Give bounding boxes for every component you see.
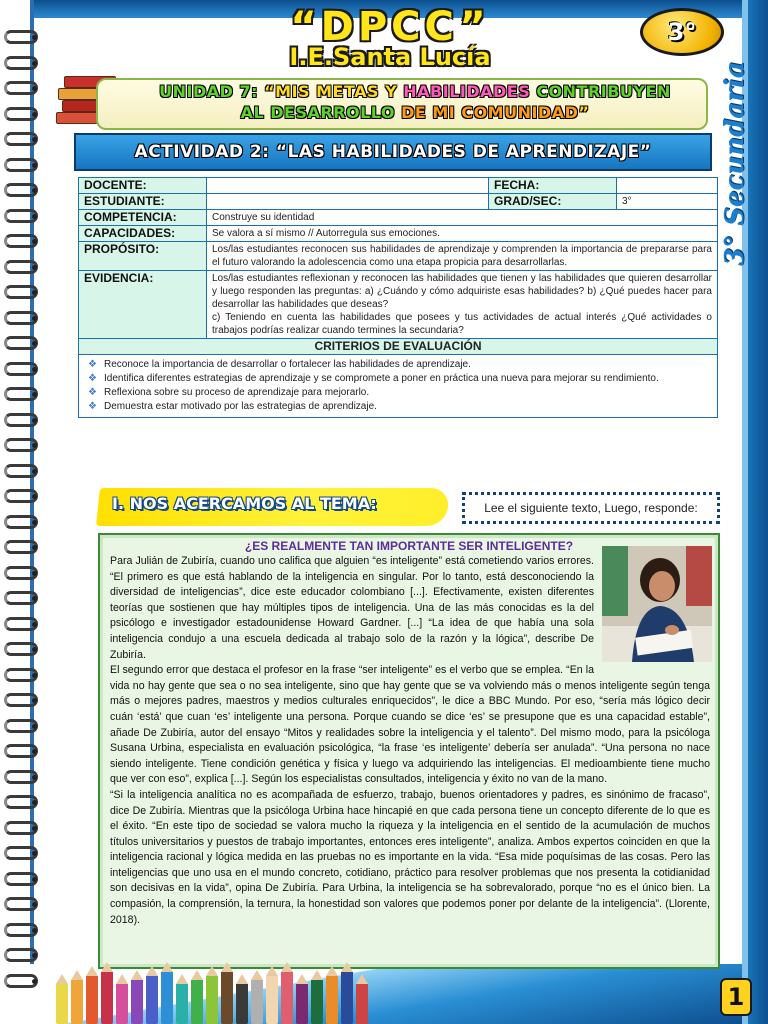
pencil bbox=[116, 984, 128, 1024]
fecha-label: FECHA: bbox=[489, 178, 617, 194]
reading-title: ¿ES REALMENTE TAN IMPORTANTE SER INTELIGENTE? bbox=[244, 539, 574, 553]
unit-title-segment: ” bbox=[578, 103, 590, 122]
reading-paragraph: “Si la inteligencia analítica no es acompañada de esfuerzo, trabajo, buenos orientadores y padres, es sinónimo de fracaso”, dice De Zubiría. Mientras que la psicóloga Urbina hace hincapié en que cada persona tiene un concepto diferente de lo que es el éxito. “En este tipo de sociedad se valora mucho la riqueza y la inteligencia en el sentido de la acumulación de muchos títulos universitarios y puestos de trabajo importantes, entonces eres inteligente”, analiza. Ambos expertos coinciden en que la inteligencia racional y lógica medida en las pruebas no es importante en la vida. “Esa mide poquísimas de las cosas. Pero las inteligencias que uno usa en el mundo concreto, cotidiano, práctico para resolver problemas que nos presenta la cotidianidad son decisivas en la vida”, opina De Zubiría. Para Urbina, la inteligencia se ha sobrevalorado, porque “no es el único bien. La compasión, la comprensión, la ternura, la honestidad son valores que podemos poner por delante de la inteligencia”. (Llorente, 2018). bbox=[110, 788, 710, 926]
table-row bbox=[79, 178, 718, 194]
docente-field[interactable] bbox=[207, 178, 489, 194]
vertical-grade-text: 3° Secundaria bbox=[720, 61, 750, 266]
main-title: “DPCC” bbox=[290, 4, 490, 50]
spiral-ring bbox=[4, 897, 38, 911]
table-row bbox=[79, 355, 718, 418]
spiral-ring bbox=[4, 795, 38, 809]
estudiante-field[interactable] bbox=[207, 194, 489, 210]
page-number: 1 bbox=[720, 978, 752, 1016]
spiral-ring bbox=[4, 617, 38, 631]
spiral-ring bbox=[4, 540, 38, 554]
activity-bar bbox=[74, 133, 712, 171]
table-row bbox=[79, 242, 718, 271]
criterios-list bbox=[84, 356, 712, 416]
spiral-ring bbox=[4, 948, 38, 962]
pencil bbox=[56, 984, 68, 1024]
spiral-ring bbox=[4, 107, 38, 121]
spiral-ring bbox=[4, 719, 38, 733]
spiral-ring bbox=[4, 413, 38, 427]
pencil bbox=[326, 976, 338, 1024]
spiral-ring bbox=[4, 56, 38, 70]
grado-field[interactable]: 3° bbox=[617, 194, 718, 210]
spiral-ring bbox=[4, 642, 38, 656]
proposito-label: PROPÓSITO: bbox=[79, 242, 207, 271]
spiral-ring bbox=[4, 923, 38, 937]
pencil bbox=[251, 980, 263, 1024]
pencil bbox=[266, 976, 278, 1024]
criterio-item: ❖ Identifica diferentes estrategias de aprendizaje y se compromete a poner en práctica una nueva para mejorar su rendimiento. bbox=[88, 372, 708, 386]
pencil bbox=[146, 976, 158, 1024]
docente-label: DOCENTE: bbox=[79, 178, 207, 194]
evidencia-label: EVIDENCIA: bbox=[79, 271, 207, 339]
pencil bbox=[221, 972, 233, 1024]
spiral-ring bbox=[4, 846, 38, 860]
spiral-ring bbox=[4, 821, 38, 835]
spiral-ring bbox=[4, 183, 38, 197]
criterio-item: ❖ Demuestra estar motivado por las estrategias de aprendizaje. bbox=[88, 400, 708, 414]
spiral-ring bbox=[4, 744, 38, 758]
pencil bbox=[356, 984, 368, 1024]
spiral-ring bbox=[4, 311, 38, 325]
table-row bbox=[79, 226, 718, 242]
spiral-ring bbox=[4, 234, 38, 248]
unit-title-segment: HABILIDADES bbox=[403, 82, 537, 101]
spiral-ring bbox=[4, 30, 38, 44]
reading-body bbox=[110, 554, 710, 928]
spiral-ring bbox=[4, 362, 38, 376]
pencil bbox=[101, 972, 113, 1024]
activity-title: ACTIVIDAD 2: “LAS HABILIDADES DE APRENDIZAJE” bbox=[134, 142, 652, 162]
info-table bbox=[78, 177, 718, 418]
spiral-ring bbox=[4, 158, 38, 172]
pencil bbox=[206, 976, 218, 1024]
spiral-ring bbox=[4, 209, 38, 223]
unit-title-segment: CONTRIBUYEN bbox=[536, 82, 671, 101]
spiral-ring bbox=[4, 770, 38, 784]
spiral-ring bbox=[4, 336, 38, 350]
spiral-ring bbox=[4, 464, 38, 478]
spiral-ring bbox=[4, 693, 38, 707]
spiral-ring bbox=[4, 974, 38, 988]
spiral-ring bbox=[4, 260, 38, 274]
criterios-cell bbox=[79, 355, 718, 418]
spiral-ring bbox=[4, 438, 38, 452]
spiral-ring bbox=[4, 668, 38, 682]
unit-title-segment: DE MI COMUNIDAD bbox=[401, 103, 579, 122]
proposito-value: Los/las estudiantes reconocen sus habilidades de aprendizaje y comprenden la importancia de prepararse para el futuro valorando la adolescencia como una etapa propicia para desarrollarlas. bbox=[207, 242, 718, 271]
pencil bbox=[191, 980, 203, 1024]
pencil bbox=[161, 972, 173, 1024]
evidencia-value bbox=[207, 271, 718, 339]
grade-badge: 3° bbox=[640, 8, 724, 56]
grado-label: GRAD/SEC: bbox=[489, 194, 617, 210]
section-title: I. NOS ACERCAMOS AL TEMA: bbox=[112, 494, 377, 513]
capacidades-label: CAPACIDADES: bbox=[79, 226, 207, 242]
fecha-field[interactable] bbox=[617, 178, 718, 194]
spiral-ring bbox=[4, 591, 38, 605]
pencil bbox=[311, 980, 323, 1024]
spiral-ring bbox=[4, 285, 38, 299]
criterio-item: ❖ Reconoce la importancia de desarrollar o fortalecer las habilidades de aprendizaje. bbox=[88, 358, 708, 372]
pencil bbox=[71, 980, 83, 1024]
pencil bbox=[236, 984, 248, 1024]
spiral-ring bbox=[4, 489, 38, 503]
table-row bbox=[79, 271, 718, 339]
unit-title-segment: “MIS METAS Y bbox=[264, 82, 404, 101]
table-row bbox=[79, 210, 718, 226]
estudiante-label: ESTUDIANTE: bbox=[79, 194, 207, 210]
criterio-item: ❖ Reflexiona sobre su proceso de aprendizaje para mejorarlo. bbox=[88, 386, 708, 400]
evidencia-text-2: c) Teniendo en cuenta las habilidades que posees y tus actividades de actual interés ¿Qué actividades o trabajos podrías realizar cuando termines la secundaria? bbox=[212, 312, 712, 336]
spiral-ring bbox=[4, 566, 38, 580]
unit-title-segment: AL DESARROLLO bbox=[240, 103, 402, 122]
pencil bbox=[281, 972, 293, 1024]
photo-space bbox=[594, 554, 710, 666]
pencil bbox=[341, 972, 353, 1024]
spiral-ring bbox=[4, 132, 38, 146]
school-name: I.E.Santa Lucía bbox=[289, 43, 491, 71]
competencia-value: Construye su identidad bbox=[207, 210, 718, 226]
vertical-grade-label bbox=[714, 61, 760, 268]
pencil bbox=[86, 976, 98, 1024]
pencil bbox=[296, 984, 308, 1024]
unit-title-segment: UNIDAD 7: bbox=[159, 82, 265, 101]
criterios-title: CRITERIOS DE EVALUACIÓN bbox=[79, 339, 718, 355]
reading-paragraph: Para Julián de Zubiría, cuando uno califica que alguien “es inteligente” está cometiendo varios errores. “El primero es que está hablando de la inteligencia en singular. Por lo tanto, está desconociendo la diversidad de inteligencias”, dice este educador colombiano [...]. Efectivamente, existen diferentes teorías que sostienen que hay múltiples tipos de inteligencia. Una de las más conocidas es la del psicólogo e investigador estadounidense Howard Gardner. [...] “La idea de que había una sola inteligencia condujo a una escuela dedicada al trabajo solo de la razón y la lógica”, describe De Zubiría. bbox=[110, 555, 594, 661]
table-row bbox=[79, 339, 718, 355]
pencil bbox=[176, 984, 188, 1024]
table-row bbox=[79, 194, 718, 210]
competencia-label: COMPETENCIA: bbox=[79, 210, 207, 226]
spiral-ring bbox=[4, 872, 38, 886]
evidencia-text-1: Los/las estudiantes reflexionan y reconocen las habilidades que tienen y las habilidades que quieren desarrollar y luego responden las preguntas: a) ¿Cuándo y cómo adquiriste esas habilidades? b) ¿Qué puedes hacer para desarrollar las habilidades que deseas? bbox=[212, 273, 712, 310]
unit-title-line-2 bbox=[130, 103, 700, 123]
unit-title-line-1 bbox=[130, 82, 700, 102]
spiral-binding bbox=[0, 30, 40, 990]
capacidades-value: Se valora a sí mismo // Autorregula sus emociones. bbox=[207, 226, 718, 242]
spiral-ring bbox=[4, 515, 38, 529]
reading-paragraph: El segundo error que destaca el profesor en la frase “ser inteligente” es el verbo que se emplea. “En la vida no hay gente que sea o no sea inteligente, sino que hay gente que se va volviendo más o menos inteligente según tenga más o mejores padres, maestros y medios culturales enriquecidos”, le dice a BBC Mundo. Por eso, “sería más lógico decir cuán ‘está’ que cuan ‘es’ inteligente una persona. Porque cuando se dice ‘es’ se presupone que es una capacidad estable”, añade De Zubiría, autor del ensayo “Mitos y realidades sobre la inteligencia y el talento”. Del mismo modo, para la psicóloga Susana Urbina, especialista en evaluación psicológica, “la frase ‘es inteligente’ debería ser anulada”. “Una persona no nace siendo inteligente. Tiene condición genética y física y luego va adquiriendo las inteligencias. El medioambiente tiene mucho que ver con eso”, explica [...]. Según los especialistas consultados, inteligencia y éxito no van de la mano. bbox=[110, 664, 710, 786]
spiral-ring bbox=[4, 81, 38, 95]
pencils-decoration bbox=[56, 968, 376, 1024]
pencil bbox=[131, 980, 143, 1024]
instruction-box: Lee el siguiente texto, Luego, responde: bbox=[462, 492, 720, 524]
spiral-ring bbox=[4, 387, 38, 401]
